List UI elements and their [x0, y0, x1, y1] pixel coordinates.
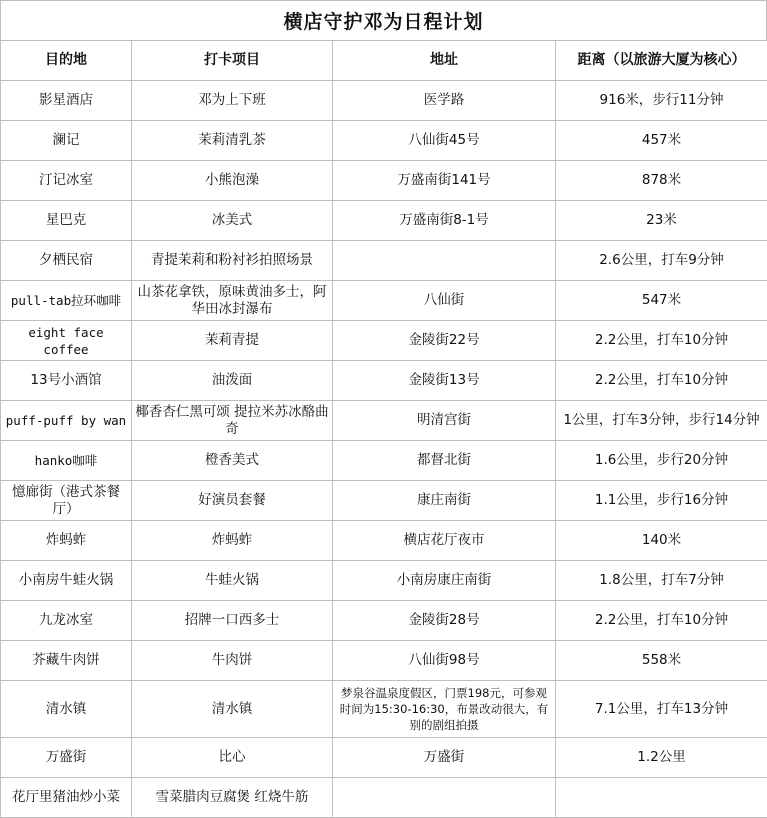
table-row [1, 481, 767, 521]
header-destination: 目的地 [1, 41, 132, 81]
table-row [1, 81, 767, 121]
cell-address [333, 241, 556, 281]
cell-address: 都督北街 [333, 441, 556, 481]
cell-destination: hanko咖啡 [1, 441, 132, 481]
cell-address: 金陵街13号 [333, 361, 556, 401]
cell-checkin-item: 冰美式 [132, 201, 333, 241]
cell-address: 八仙街98号 [333, 641, 556, 681]
cell-distance: 916米，步行11分钟 [556, 81, 767, 121]
cell-address: 八仙街45号 [333, 121, 556, 161]
cell-checkin-item: 山茶花拿铁，原味黄油多士，阿华田冰封瀑布 [132, 281, 333, 321]
cell-address: 万盛南街8-1号 [333, 201, 556, 241]
cell-distance: 457米 [556, 121, 767, 161]
cell-address: 金陵街28号 [333, 601, 556, 641]
table-row [1, 121, 767, 161]
cell-distance: 1.6公里，步行20分钟 [556, 441, 767, 481]
cell-destination: 万盛街 [1, 738, 132, 778]
cell-distance: 1.8公里，打车7分钟 [556, 561, 767, 601]
table-row [1, 681, 767, 738]
cell-address: 小南房康庄南街 [333, 561, 556, 601]
cell-distance: 2.2公里，打车10分钟 [556, 321, 767, 361]
cell-checkin-item: 清水镇 [132, 681, 333, 738]
cell-checkin-item: 橙香美式 [132, 441, 333, 481]
schedule-table [0, 40, 767, 818]
cell-checkin-item: 牛蛙火锅 [132, 561, 333, 601]
cell-distance: 878米 [556, 161, 767, 201]
cell-address: 横店花厅夜市 [333, 521, 556, 561]
cell-destination: 炸蚂蚱 [1, 521, 132, 561]
cell-address: 万盛南街141号 [333, 161, 556, 201]
cell-destination: 芥藏牛肉饼 [1, 641, 132, 681]
cell-distance: 23米 [556, 201, 767, 241]
cell-destination: 小南房牛蛙火锅 [1, 561, 132, 601]
cell-destination: 憶廊街（港式茶餐厅） [1, 481, 132, 521]
cell-distance [556, 778, 767, 818]
cell-distance: 2.6公里，打车9分钟 [556, 241, 767, 281]
table-row [1, 281, 767, 321]
header-address: 地址 [333, 41, 556, 81]
table-row [1, 201, 767, 241]
table-row [1, 241, 767, 281]
header-row [1, 41, 767, 81]
cell-checkin-item: 油泼面 [132, 361, 333, 401]
cell-destination: eight face coffee [1, 321, 132, 361]
cell-checkin-item: 小熊泡澡 [132, 161, 333, 201]
cell-distance: 1公里，打车3分钟，步行14分钟 [556, 401, 767, 441]
cell-address: 万盛街 [333, 738, 556, 778]
cell-checkin-item: 雪菜腊肉豆腐煲 红烧牛筋 [132, 778, 333, 818]
cell-destination: pull-tab拉环咖啡 [1, 281, 132, 321]
cell-checkin-item: 椰香杏仁黑可颂 提拉米苏冰酪曲奇 [132, 401, 333, 441]
cell-distance: 140米 [556, 521, 767, 561]
cell-distance: 2.2公里，打车10分钟 [556, 361, 767, 401]
cell-address: 明清宫街 [333, 401, 556, 441]
cell-address: 康庄南街 [333, 481, 556, 521]
cell-distance: 547米 [556, 281, 767, 321]
cell-destination: 汀记冰室 [1, 161, 132, 201]
cell-address: 八仙街 [333, 281, 556, 321]
cell-destination: 夕栖民宿 [1, 241, 132, 281]
table-row [1, 361, 767, 401]
cell-address: 梦泉谷温泉度假区，门票198元，可参观时间为15:30-16:30，布景改动很大，有别的剧组拍摄 [333, 681, 556, 738]
table-row [1, 738, 767, 778]
cell-address: 金陵街22号 [333, 321, 556, 361]
page-title: 横店守护邓为日程计划 [0, 0, 767, 40]
header-checkin-item: 打卡项目 [132, 41, 333, 81]
cell-address [333, 778, 556, 818]
table-row [1, 601, 767, 641]
table-row [1, 521, 767, 561]
cell-distance: 7.1公里，打车13分钟 [556, 681, 767, 738]
cell-destination: 星巴克 [1, 201, 132, 241]
cell-address: 医学路 [333, 81, 556, 121]
table-row [1, 561, 767, 601]
table-row [1, 401, 767, 441]
cell-checkin-item: 好演员套餐 [132, 481, 333, 521]
cell-distance: 2.2公里，打车10分钟 [556, 601, 767, 641]
cell-destination: 13号小酒馆 [1, 361, 132, 401]
cell-destination: 影星酒店 [1, 81, 132, 121]
cell-distance: 1.1公里，步行16分钟 [556, 481, 767, 521]
cell-checkin-item: 招牌一口西多士 [132, 601, 333, 641]
table-row [1, 161, 767, 201]
cell-checkin-item: 牛肉饼 [132, 641, 333, 681]
cell-destination: 澜记 [1, 121, 132, 161]
cell-checkin-item: 炸蚂蚱 [132, 521, 333, 561]
cell-distance: 558米 [556, 641, 767, 681]
table-row [1, 321, 767, 361]
cell-destination: 九龙冰室 [1, 601, 132, 641]
cell-checkin-item: 邓为上下班 [132, 81, 333, 121]
cell-distance: 1.2公里 [556, 738, 767, 778]
cell-checkin-item: 茉莉青提 [132, 321, 333, 361]
cell-checkin-item: 青提茉莉和粉衬衫拍照场景 [132, 241, 333, 281]
cell-destination: 清水镇 [1, 681, 132, 738]
table-body [1, 81, 767, 818]
header-distance: 距离（以旅游大厦为核心） [556, 41, 767, 81]
table-row [1, 441, 767, 481]
cell-destination: puff-puff by wan [1, 401, 132, 441]
table-row [1, 778, 767, 818]
cell-checkin-item: 比心 [132, 738, 333, 778]
cell-checkin-item: 茉莉清乳茶 [132, 121, 333, 161]
table-row [1, 641, 767, 681]
cell-destination: 花厅里猪油炒小菜 [1, 778, 132, 818]
